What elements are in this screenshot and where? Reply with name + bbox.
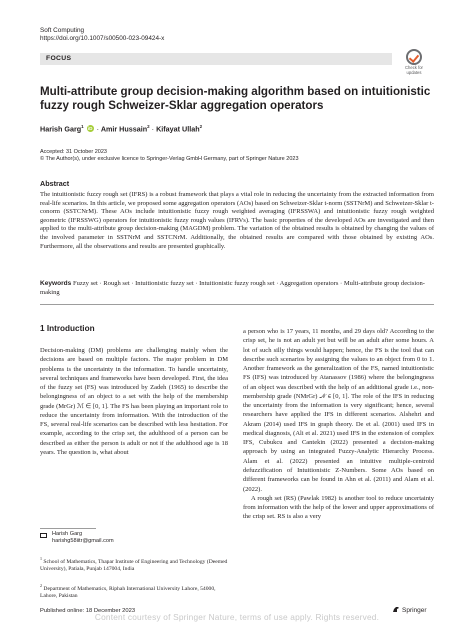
affiliation-text: School of Mathematics, Thapar Institute of Engineering and Technology (Deemed University), Patiala, Punjab 147004, India [40,558,228,572]
abstract-section [40,179,434,251]
keywords-label: Keywords [40,280,72,287]
check-for-updates-badge[interactable] [396,49,432,79]
left-column [40,346,228,457]
journal-header [40,27,164,43]
abstract-text: The intuitionistic fuzzy rough set (IFRS) is a robust framework that plays a vital role in reducing the uncertainty from the extracted information from real-life scenarios. In this article, we proposed some aggregation operators (AOs) based on Schweizer-Sklar t-norm (SSTNrM) and Schweizer-Sklar t-conorm (SSTCNrM). These AOs include intuitionistic fuzzy rough weighted averaging (IFRSSWA) and intuitionistic fuzzy rough weighted geometric (IFRSSWG) operators for intuitionistic fuzzy rough values (IFRVs). The basic properties of the developed AOs are investigated and then applied to the multi-attribute group decision-making (MAGDM) problem. The variation of the obtained results is obtained by changing the values of the involved parameter in SSTNrM and SSTCNrM. Additionally, the obtained results are compared with those obtained by existing AOs. Furthermore, all the observations and results are presented graphically. [40,191,434,250]
check-badge-label-1: Check for [405,65,423,70]
affiliation-number: 1 [40,556,42,561]
copyright-footer: Content courtesy of Springer Nature, terms of use apply. Rights reserved. [94,612,380,622]
author-affil-sup: 1 [81,124,84,129]
publisher-name: Springer [402,607,427,614]
divider [40,304,434,305]
contact-email[interactable]: harishg58iitr@gmail.com [52,538,114,545]
intro-paragraph: a person who is 17 years, 11 months, and 29 days old? According to the crisp set, he is not an adult yet but will be an adult after some hours. A lot of such silly things would happen; hence, the FS is the tool that can describe such scenarios by assigning the values to an object from 0 to 1. Another framework as the generalization of the FS, named intuitionistic FS (IFS) was introduced by Atanassov (1986) where the belongingness of an object was described with the help of an additional grade i.e., non-membership grade (NMrGr) 𝒩 ∈ [0, 1]. The role of the IFS in reducing the uncertainty from the information is very significant; hence, several researchers have applied the IFS in different scenarios. Alshehri and Akram (2014) used IFS in graph theory. De et al. (2001) used IFS in medical diagnosis, (Ali et al. 2021) used IFS in the extension of complex IFS, Cubukcu and Cantekin (2022) presented a decision-making approach by using an integrated Fuzzy-Analytic Hierarchy Process. Alam et al. (2022) presented an intuitive multiple-centroid defuzzification of Intuitionistic Z-Numbers. Some AOs based on different frameworks can be found in Ahn et al. (2011) and Alam et al. (2022). [243,328,434,493]
author-name[interactable]: Harish Garg [40,124,82,134]
right-column [243,327,434,522]
section-heading: 1 Introduction [40,324,95,333]
affiliation-text: Department of Mathematics, Riphah International University Lahore, 54000, Lahore, Pakistan [40,585,216,599]
mail-icon [40,533,47,538]
author-affil-sup: 2 [147,124,150,129]
paper-title: Multi-attribute group decision-making algorithm based on intuitionistic fuzzy rough Schweizer-Sklar aggregation operators [40,85,431,112]
intro-paragraph: Decision-making (DM) problems are challenging mainly when the decisions are based on multiple factors. The major problem in DM problems is the uncertainty in the information. To handle uncertainty, several techniques and frameworks have been developed. First, the idea of the fuzzy set (FS) was introduced by Zadeh (1965) to describe the belongingness of an object to a set with the help of the membership grade (MrGr) ℳ ∈ [0, 1]. The FS has been playing an important role to reduce the uncertainty from information. With the introduction of the FS, several real-life scenarios can be described with less hesitation. For example, according to the crisp set, the adulthood of a person can be described as either the person is adult or not if the adulthood age is 18 years. The question is, what about [40,347,228,456]
dates-block [40,149,299,163]
affiliation [40,555,230,573]
section-label: FOCUS [46,55,72,62]
author-separator: · [151,124,155,134]
affiliation-number: 2 [40,583,42,588]
abstract-heading: Abstract [40,179,70,188]
contact-name: Harish Garg [52,531,83,537]
keywords-text: Fuzzy set · Rough set · Intuitionistic fuzzy set · Intuitionistic fuzzy rough set · Aggregation operators · Multi-attribute group decision-making [40,280,425,297]
journal-doi[interactable]: https://doi.org/10.1007/s00500-023-09424-x [40,35,165,42]
author-separator: · [96,124,100,134]
author-name[interactable]: Kifayat Ullah [156,124,200,134]
published-date: Published online: 18 December 2023 [40,608,136,614]
copyright-line: © The Author(s), under exclusive licence to Springer-Verlag GmbH Germany, part of Springer Nature 2023 [40,156,299,162]
orcid-icon[interactable]: iD [87,126,93,132]
journal-name: Soft Computing [40,27,85,34]
author-list [40,124,202,133]
corresponding-author [52,531,114,545]
author-name[interactable]: Amir Hussain [100,124,148,134]
section-bar [40,53,392,65]
check-badge-label-2: updates [406,70,422,75]
author-affil-sup: 2 [199,124,203,129]
intro-paragraph: A rough set (RS) (Pawlak 1982) is another tool to reduce uncertainty from information with the help of the lower and upper approximations of the crisp set. RS is also a very [243,494,434,521]
footnote-divider [40,528,96,529]
accepted-date: Accepted: 31 October 2023 [40,149,107,155]
affiliation [40,582,230,600]
check-for-updates-icon [406,49,422,65]
keywords-section [40,279,434,298]
